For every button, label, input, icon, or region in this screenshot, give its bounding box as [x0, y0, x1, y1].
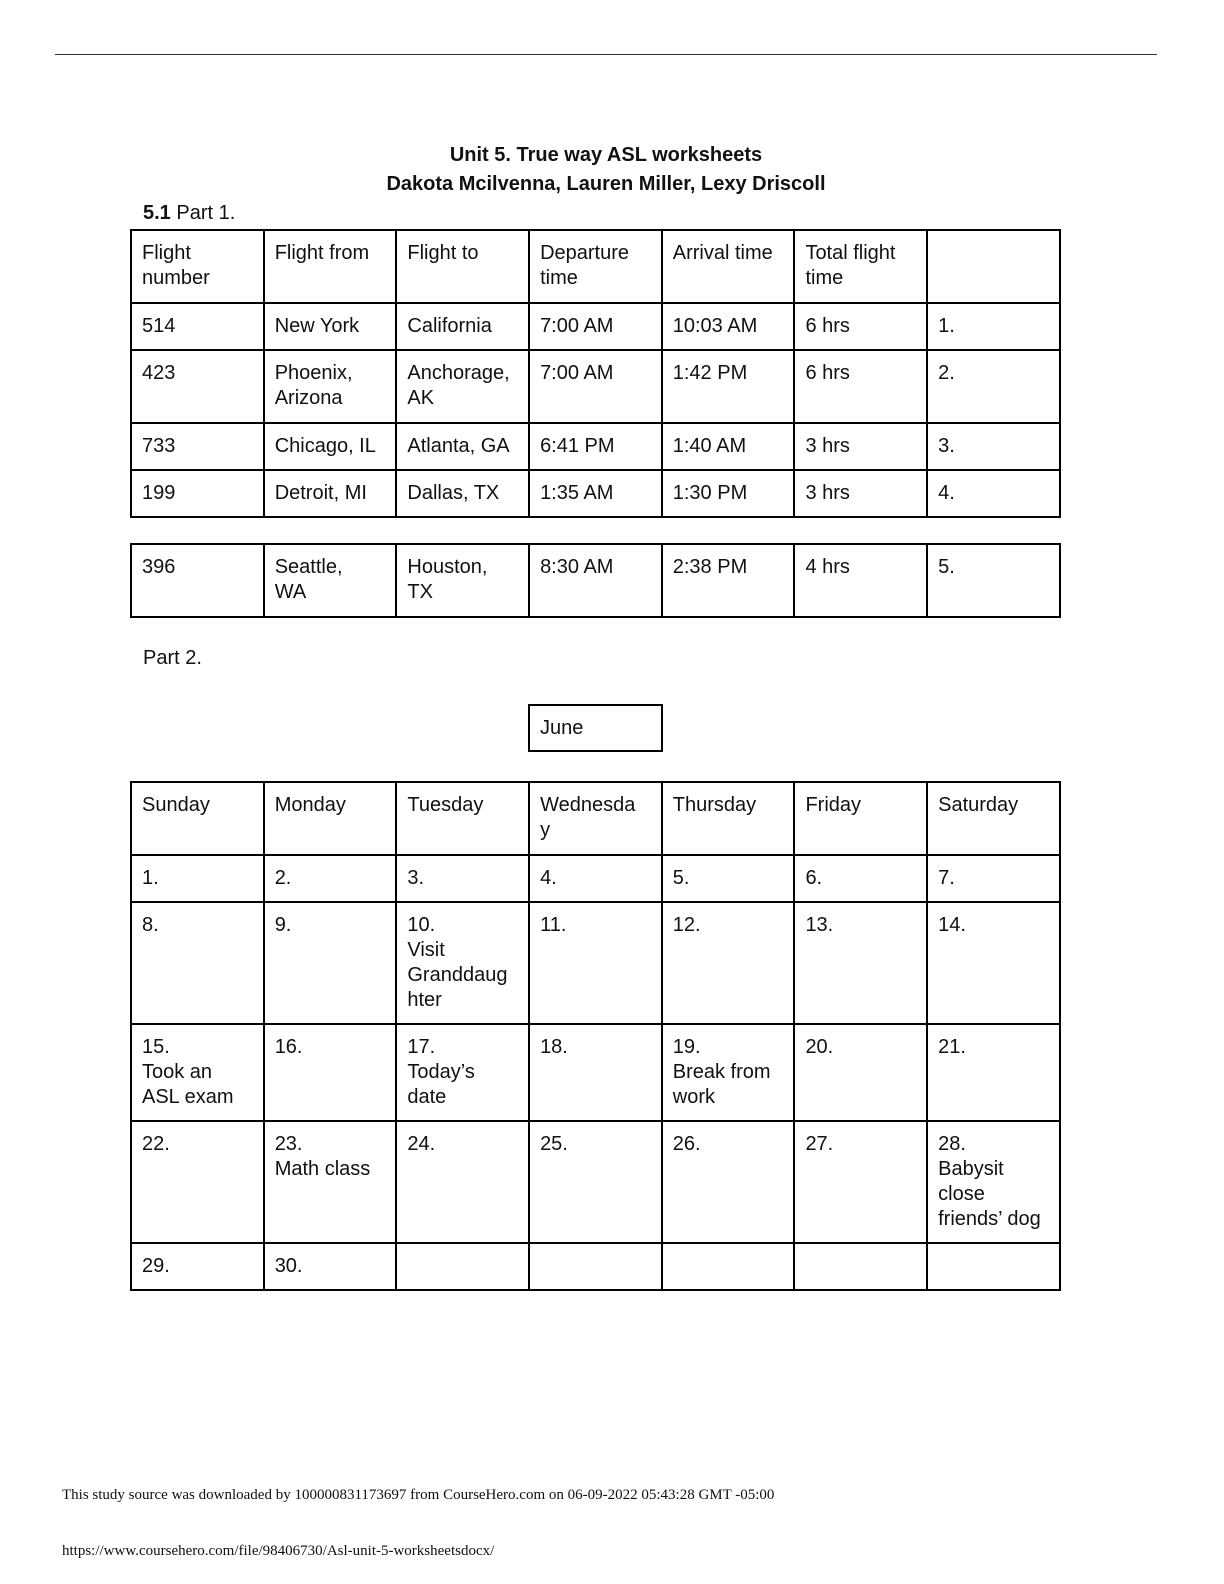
calendar-cell: 23. Math class: [264, 1121, 397, 1243]
calendar-cell: 26.: [662, 1121, 795, 1243]
calendar-table: [130, 781, 1061, 1291]
flight-table-extra: [130, 543, 1061, 618]
table-row: [131, 544, 1060, 617]
calendar-cell: 19. Break from work: [662, 1024, 795, 1121]
table-cell: Seattle, WA: [264, 544, 397, 617]
table-cell: 6:41 PM: [529, 423, 662, 470]
table-cell: Detroit, MI: [264, 470, 397, 517]
calendar-cell: 17. Today’s date: [396, 1024, 529, 1121]
table-cell: New York: [264, 303, 397, 350]
table-row: [131, 470, 1060, 517]
column-header: Total flight time: [794, 230, 927, 303]
table-cell: 3 hrs: [794, 423, 927, 470]
table-cell: 6 hrs: [794, 350, 927, 423]
table-cell: Houston, TX: [396, 544, 529, 617]
table-cell: Phoenix, Arizona: [264, 350, 397, 423]
table-cell: 4.: [927, 470, 1060, 517]
table-cell: 2:38 PM: [662, 544, 795, 617]
calendar-cell: [662, 1243, 795, 1290]
table-cell: 3.: [927, 423, 1060, 470]
table-cell: 6 hrs: [794, 303, 927, 350]
calendar-cell: 21.: [927, 1024, 1060, 1121]
month-label: June: [528, 704, 663, 752]
source-footer: This study source was downloaded by 100000831173697 from CourseHero.com on 06-09-2022 05:43:28 GMT -05:00: [62, 1487, 775, 1503]
calendar-cell: 14.: [927, 902, 1060, 1024]
table-cell: 1:30 PM: [662, 470, 795, 517]
table-cell: Anchorage, AK: [396, 350, 529, 423]
calendar-cell: [529, 1243, 662, 1290]
day-header: Wednesda y: [529, 782, 662, 855]
calendar-cell: 10. Visit Granddaug hter: [396, 902, 529, 1024]
calendar-cell: 5.: [662, 855, 795, 902]
column-header: Flight number: [131, 230, 264, 303]
calendar-week: [131, 855, 1060, 902]
calendar-cell: 2.: [264, 855, 397, 902]
table-cell: Chicago, IL: [264, 423, 397, 470]
flight-table-header: [131, 230, 1060, 303]
author-names: Dakota Mcilvenna, Lauren Miller, Lexy Driscoll: [386, 173, 826, 195]
day-header: Friday: [794, 782, 927, 855]
top-rule: [55, 54, 1157, 55]
calendar-cell: 11.: [529, 902, 662, 1024]
table-cell: 514: [131, 303, 264, 350]
table-cell: 5.: [927, 544, 1060, 617]
column-header: [927, 230, 1060, 303]
calendar-cell: 8.: [131, 902, 264, 1024]
day-header: Tuesday: [396, 782, 529, 855]
calendar-cell: 27.: [794, 1121, 927, 1243]
table-cell: 3 hrs: [794, 470, 927, 517]
day-header: Monday: [264, 782, 397, 855]
table-cell: 7:00 AM: [529, 350, 662, 423]
calendar-cell: 18.: [529, 1024, 662, 1121]
table-cell: 396: [131, 544, 264, 617]
calendar-cell: 7.: [927, 855, 1060, 902]
part2-label: Part 2.: [143, 647, 202, 669]
column-header: Flight to: [396, 230, 529, 303]
calendar-cell: [794, 1243, 927, 1290]
column-header: Flight from: [264, 230, 397, 303]
table-cell: 733: [131, 423, 264, 470]
table-row: [131, 350, 1060, 423]
table-cell: 10:03 AM: [662, 303, 795, 350]
calendar-cell: 30.: [264, 1243, 397, 1290]
calendar-cell: 28. Babysit close friends’ dog: [927, 1121, 1060, 1243]
table-cell: 4 hrs: [794, 544, 927, 617]
calendar-cell: 24.: [396, 1121, 529, 1243]
day-header: Thursday: [662, 782, 795, 855]
calendar-week: [131, 1121, 1060, 1243]
column-header: Departure time: [529, 230, 662, 303]
day-header: Sunday: [131, 782, 264, 855]
part1-label-text: Part 1.: [170, 202, 236, 224]
part1-label: [143, 202, 235, 225]
document-title: Unit 5. True way ASL worksheets: [449, 144, 763, 166]
column-header: Arrival time: [662, 230, 795, 303]
table-cell: 1:40 AM: [662, 423, 795, 470]
calendar-cell: [396, 1243, 529, 1290]
calendar-cell: 22.: [131, 1121, 264, 1243]
day-header: Saturday: [927, 782, 1060, 855]
section-number: 5.1: [143, 202, 171, 224]
calendar-cell: 29.: [131, 1243, 264, 1290]
source-url[interactable]: https://www.coursehero.com/file/98406730/Asl-unit-5-worksheetsdocx/: [62, 1543, 495, 1559]
calendar-cell: 4.: [529, 855, 662, 902]
calendar-week: [131, 1243, 1060, 1290]
calendar-week: [131, 902, 1060, 1024]
calendar-cell: 3.: [396, 855, 529, 902]
table-cell: 8:30 AM: [529, 544, 662, 617]
table-row: [131, 303, 1060, 350]
calendar-cell: 15. Took an ASL exam: [131, 1024, 264, 1121]
table-cell: 1:35 AM: [529, 470, 662, 517]
table-cell: 1:42 PM: [662, 350, 795, 423]
table-cell: Dallas, TX: [396, 470, 529, 517]
calendar-cell: 12.: [662, 902, 795, 1024]
table-cell: 199: [131, 470, 264, 517]
table-cell: 423: [131, 350, 264, 423]
calendar-cell: 16.: [264, 1024, 397, 1121]
calendar-cell: 25.: [529, 1121, 662, 1243]
table-cell: 1.: [927, 303, 1060, 350]
table-cell: 7:00 AM: [529, 303, 662, 350]
calendar-cell: 1.: [131, 855, 264, 902]
calendar-header: [131, 782, 1060, 855]
calendar-cell: 13.: [794, 902, 927, 1024]
table-cell: 2.: [927, 350, 1060, 423]
table-cell: California: [396, 303, 529, 350]
calendar-week: [131, 1024, 1060, 1121]
table-row: [131, 423, 1060, 470]
calendar-cell: 20.: [794, 1024, 927, 1121]
calendar-cell: 6.: [794, 855, 927, 902]
calendar-cell: 9.: [264, 902, 397, 1024]
table-cell: Atlanta, GA: [396, 423, 529, 470]
calendar-cell: [927, 1243, 1060, 1290]
flight-table: [130, 229, 1061, 518]
